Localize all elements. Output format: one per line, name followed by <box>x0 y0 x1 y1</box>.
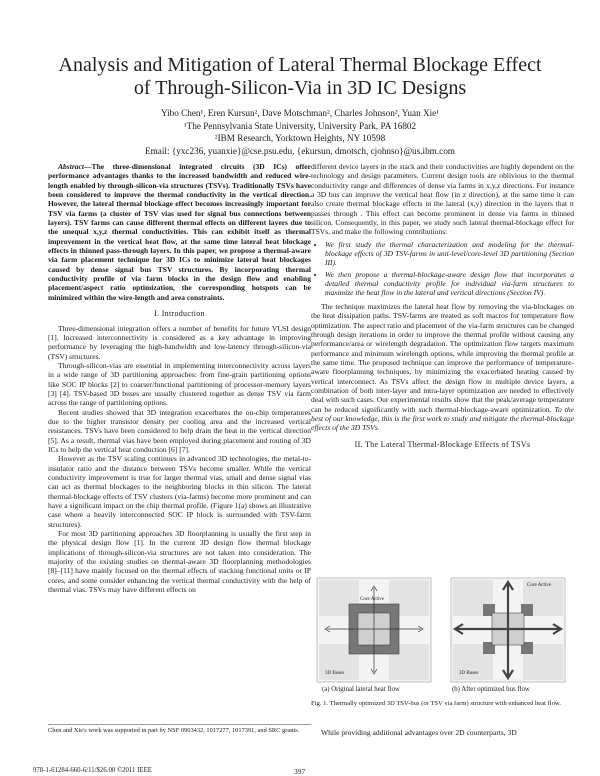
abstract <box>48 162 311 302</box>
right-column <box>311 162 574 454</box>
right-paragraph-2-text: The technique maximizes the lateral heat flow by removing the via-blockages on the heat dissipation paths. TSV-farms are treated as soft macros for temperature flow optimization. The aspect ratio and placement of the via-farm structures can be changed through design iterations in order to improve the thermal profile without causing any performance/area or wirelength degradation. The optimization flow targets maximum performance and minimum wirelength options, while improving the thermal profile at the same time. The proposed technique can improve the performance of temperature-aware floorplanning techniques, by minimizing the exacerbated heating caused by vertical interconnect. As TSVs affect the design flow in multiple device layers, a combination of both inter-layer and intra-layer optimization are needed to effectively deal with such cases. Our experimental results show that the peak/average temperature can be reduced significantly with such thermal-blockage-aware optimization. <box>311 301 574 414</box>
affiliation-1: ¹The Pennsylvania State University, University Park, PA 16802 <box>183 120 417 131</box>
contribution-list <box>311 240 574 298</box>
figure-1b-caption: (b) After optimized bus flow <box>452 686 530 693</box>
core-label-a: Core Active <box>360 597 385 602</box>
figure-1b-panel <box>451 578 565 682</box>
tsv-label-b: 3D Buses <box>459 671 479 676</box>
title-line-2: of Through-Silicon-Via in 3D IC Designs <box>133 77 467 99</box>
right-paragraph-2-italic: To the best of our knowledge, this is the first work to study and mitigate the thermal-blockage effects of the 3D TSVs. <box>311 404 574 433</box>
author-names: Yibo Chen¹, Eren Kursun², Dave Motschman², Charles Johnson², Yuan Xie¹ <box>160 108 440 118</box>
contribution-item: • We first study the thermal characterization and modeling for the thermal-blockage effects of 3D TSV-farms in unit-level/core-level 3D partitioning (Section III). <box>325 240 574 268</box>
figure-1a-panel <box>317 578 431 682</box>
section-2-heading: II. The Lateral Thermal-Blockage Effects of TSVs <box>354 439 531 449</box>
intro-paragraph-2: Through-silicon-vias are essential in implementing interconnectivity across layers in a wide range of 3D partitioning approaches: from fine-grain partitioning options like SOC IP blocks [2] to coarser/functional partitioning of processor-memory layers [3] [4]. TSV-based 3D buses are usually clustered together as dense TSV via farm across the range of partitioning options. <box>48 360 311 408</box>
tsv-label-a: 3D Buses <box>325 671 345 676</box>
section-1-heading: I. Introduction <box>154 309 205 319</box>
intro-paragraph-5: For most 3D partitioning approaches 3D floorplanning is usually the first step in the physical design flow [1]. In the current 3D design flow thermal blockage implications of through-silicon-via structures are not taken into consideration. The majority of the existing studies on thermal-aware 3D floorplanning methodologies [8]–[11] have mainly focused on the thermal effects of stacking functional units or IP cores, and some consider enhancing the vertical thermal conductivity with the help of thermal vias. TSVs may have different effects on <box>48 529 311 595</box>
intro-paragraph-1: Three-dimensional integration offers a number of benefits for future VLSI design [1]. Increased interconnectivity is considered as a key advantage in improving performance by leveraging the high-bandwidth and low-latency through-silicon-via (TSV) structures. <box>48 323 311 361</box>
isbn-copyright: 978-1-61284-660-6/11/$26.00 ©2011 IEEE <box>33 767 152 774</box>
author-emails: Email: {yxc236, yuanxie}@cse.psu.edu, {ekursun, dmotsch, cjohnso}@us.ibm.com <box>145 145 455 156</box>
left-column <box>48 162 311 594</box>
title-line-1: Analysis and Mitigation of Lateral Thermal Blockage Effect <box>58 54 542 76</box>
right-paragraph-2 <box>311 302 574 433</box>
affiliation-2: ²IBM Research, Yorktown Heights, NY 10598 <box>214 133 386 143</box>
figure-1-caption: Fig. 1. Thermally optimized 3D TSV-bus (or TSV via farm) structure with enhanced heat flow. <box>311 700 561 707</box>
abstract-lead: Abstract <box>58 162 84 171</box>
right-paragraph-1: different device layers in the stack and their conductivities are highly dependent on the technology and design parameters. Current design tools are oblivious to the thermal conductivity range and differences of dense via farms in x,y,z directions. For instance a 3D bus can improve the vertical heat flow (in z direction), at the same time it can also create thermal blockage effects in the lateral (x,y) direction in the layers that it passes through . This effect can become prominent in dense via farms in thinned silicon. Consequently, in this paper, we study such lateral thermal-blockage effect for TSVs, and make the following contributions: <box>311 162 574 237</box>
intro-paragraph-3: Recent studies showed that 3D integration exacerbates the on-chip temperatures due to the higher transistor density per cooling area and the increased vertical resistances. TSVs have been considered to help drain the heat in the vertical direction [5]. As a result, thermal vias have been employed during placement and routing of 3D ICs to help the vertical heat conduction [6] [7]. <box>48 407 311 454</box>
abstract-text: —The three-dimensional integrated circuits (3D ICs) offer performance advantages thanks to the increased bandwidth and reduced wire-length enabled by through-silicon-via structures (TSVs). Traditionally TSVs have been considered to improve the thermal conductivity in the vertical direction. However, the lateral thermal blockage effect becomes increasingly important for TSV via farms (a cluster of TSV vias used for signal bus connections between layers). TSV farms can cause different thermal effects on different layers due to the unequal x,y,z thermal conductivities. This can exhibit itself as thermal improvement in the vertical heat flow, at the same time lateral heat blockage effects in thinned pass-through layers. In this paper, we propose a thermal-aware via farm placement technique for 3D ICs to minimize lateral heat blockages caused by dense signal bus TSV structures. By incorporating thermal conductivity profile of via farm blocks in the design flow and enabling placement/aspect ratio optimization, the corresponding hotspots can be minimized within the wire-length and area constraints. <box>48 162 311 302</box>
author-block <box>40 107 560 157</box>
page-number: 397 <box>294 767 306 776</box>
figure-1-graphic <box>311 572 574 687</box>
intro-paragraph-4: However as the TSV scaling continues in advanced 3D technologies, the metal-to-insulator ratio and the distance between TSVs become smaller. While the vertical conductivity improvement is true for larger thermal vias, small and dense signal vias can act as thermal blockages to the neighboring blocks in thin silicon. The lateral thermal-blockage effects of TSV clusters (via-farms) become more prominent and can have a significant impact on the chip thermal profile. (Figure 1(a) shows an illustrative case where a heavily interconnected SOC IP block is surrounded with TSV-farm structures). <box>48 454 311 529</box>
figure-1 <box>311 572 574 692</box>
funding-footnote: Chen and Xie's work was supported in part by NSF 0903432, 1017277, 1017391, and SRC grants. <box>48 724 311 735</box>
paper-title <box>30 54 570 100</box>
contribution-item: • We then propose a thermal-blockage-aware design flow that incorporates a detailed thermal conductivity profile for individual via-farm structures to maximize the heat flow in the lateral and vertical directions (Section IV). <box>325 270 574 298</box>
figure-1a-caption: (a) Original lateral heat flow <box>322 686 400 693</box>
paragraph-after-figure: While providing additional advantages over 2D counterparts, 3D <box>321 728 517 737</box>
core-label-b: Core Active <box>527 583 552 588</box>
